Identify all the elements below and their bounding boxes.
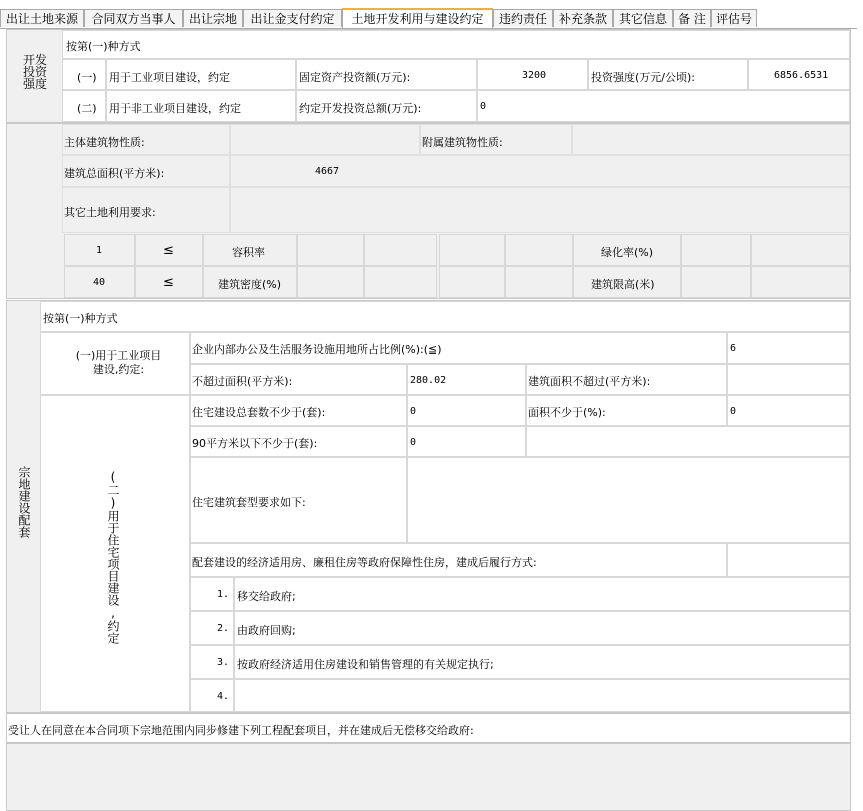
height-op2-field[interactable]: [681, 266, 751, 298]
density-label: 建筑密度(%): [218, 278, 282, 291]
total-invest-label: 约定开发投资总额(万元):: [299, 102, 422, 115]
tab-payment[interactable]: 出让金支付约定: [243, 9, 342, 27]
tab-land-source[interactable]: 出让土地来源: [0, 9, 84, 27]
tab-parcel[interactable]: 出让宗地: [183, 9, 243, 27]
max-area-label: 不超过面积(平方米):: [192, 375, 293, 388]
tab-development[interactable]: 土地开发利用与建设约定: [342, 8, 493, 28]
other-req-label: 其它土地利用要求:: [64, 206, 156, 219]
area-min-label: 面积不少于(%):: [528, 406, 606, 419]
parcel-method: 按第(一)种方式: [43, 312, 118, 325]
main-nature-label: 主体建筑物性质:: [64, 136, 145, 149]
office-ratio-label: 企业内部办公及生活服务设施用地所占比例(%):(≦): [192, 343, 442, 356]
option-number: 4.: [217, 691, 230, 702]
green-max-field[interactable]: [751, 234, 850, 266]
footer-text: 受让人在同意在本合同项下宗地范围内同步修建下列工程配套项目，并在建成后无偿移交给政府:: [8, 724, 474, 737]
option-row[interactable]: 按政府经济适用住房建设和销售管理的有关规定执行;: [234, 645, 850, 679]
option-row[interactable]: 由政府回购;: [234, 611, 850, 645]
intensity-field[interactable]: 6856.6531: [748, 59, 850, 90]
height-label: 建筑限高(米): [591, 278, 655, 291]
main-nature-field[interactable]: [230, 124, 420, 155]
max-area-field[interactable]: 280.02: [407, 364, 526, 395]
green-min-field[interactable]: [439, 234, 505, 266]
total-area-field[interactable]: 4667: [230, 155, 850, 187]
floor-area-label: 建筑面积不超过(平方米):: [528, 375, 651, 388]
far-label: 容积率: [232, 246, 265, 259]
green-op2-field[interactable]: [681, 234, 751, 266]
row1-number: (一): [77, 71, 97, 84]
residential-label: (二)用于住宅项目建设,约定: [106, 470, 120, 644]
option-number: 2.: [217, 623, 230, 634]
footer-projects-area[interactable]: [6, 743, 851, 811]
tab-appraisal[interactable]: 评估号: [711, 9, 757, 27]
tab-remarks[interactable]: 备 注: [673, 9, 711, 27]
far-max-field[interactable]: [364, 234, 437, 266]
density-op2-field[interactable]: [297, 266, 364, 298]
option-number: 1.: [217, 589, 230, 600]
density-max-field[interactable]: [364, 266, 437, 298]
height-max-field[interactable]: [751, 266, 850, 298]
other-req-field[interactable]: [230, 187, 850, 233]
affordable-label: 配套建设的经济适用房、廉租住房等政府保障性住房，建成后履行方式:: [192, 556, 537, 569]
green-op-field[interactable]: [505, 234, 573, 266]
tab-supplement[interactable]: 补充条款: [553, 9, 613, 27]
fixed-invest-field[interactable]: 3200: [477, 59, 588, 90]
area-min-field[interactable]: 0: [727, 395, 850, 426]
far-min-field[interactable]: 1: [64, 234, 135, 266]
far-operator: ≤: [163, 243, 174, 258]
option-number: 3.: [217, 657, 230, 668]
tab-breach[interactable]: 违约责任: [493, 9, 553, 27]
investment-method: 按第(一)种方式: [66, 40, 141, 53]
intensity-label: 投资强度(万元/公顷):: [591, 71, 695, 84]
tab-other-info[interactable]: 其它信息: [613, 9, 673, 27]
tab-parties[interactable]: 合同双方当事人: [84, 9, 183, 27]
floor-area-field[interactable]: [727, 364, 850, 395]
affordable-field[interactable]: [727, 543, 850, 577]
density-operator: ≤: [163, 275, 174, 290]
office-ratio-field[interactable]: 6: [727, 332, 850, 364]
housing-units-label: 住宅建设总套数不少于(套):: [192, 406, 326, 419]
option-row[interactable]: 移交给政府;: [234, 577, 850, 611]
investment-side-label: 开发投资强度: [22, 53, 47, 91]
small-units-label: 90平方米以下不少于(套):: [192, 437, 318, 450]
small-units-field[interactable]: 0: [407, 426, 526, 457]
industrial-row-label: 用于工业项目建设，约定: [109, 71, 230, 84]
density-min-field[interactable]: 40: [64, 266, 135, 298]
row2-number: (二): [77, 102, 97, 115]
tab-bar: [0, 9, 863, 28]
fixed-invest-label: 固定资产投资额(万元):: [299, 71, 411, 84]
housing-units-field[interactable]: 0: [407, 395, 526, 426]
aux-nature-field[interactable]: [572, 124, 850, 155]
green-label: 绿化率(%): [601, 246, 654, 259]
unit-type-field[interactable]: [407, 457, 850, 543]
height-op-field[interactable]: [505, 266, 573, 298]
parcel-side-label: 宗地建设配套: [17, 466, 31, 538]
total-area-label: 建筑总面积(平方米):: [64, 167, 165, 180]
far-op2-field[interactable]: [297, 234, 364, 266]
height-min-field[interactable]: [439, 266, 505, 298]
unit-type-label: 住宅建筑套型要求如下:: [192, 496, 306, 509]
option-row[interactable]: [234, 679, 850, 712]
non-industrial-row-label: 用于非工业项目建设，约定: [109, 102, 241, 115]
total-invest-field[interactable]: 0: [477, 90, 850, 122]
aux-nature-label: 附属建筑物性质:: [422, 136, 503, 149]
industrial-label: (一)用于工业项目建设,约定:: [75, 349, 162, 376]
